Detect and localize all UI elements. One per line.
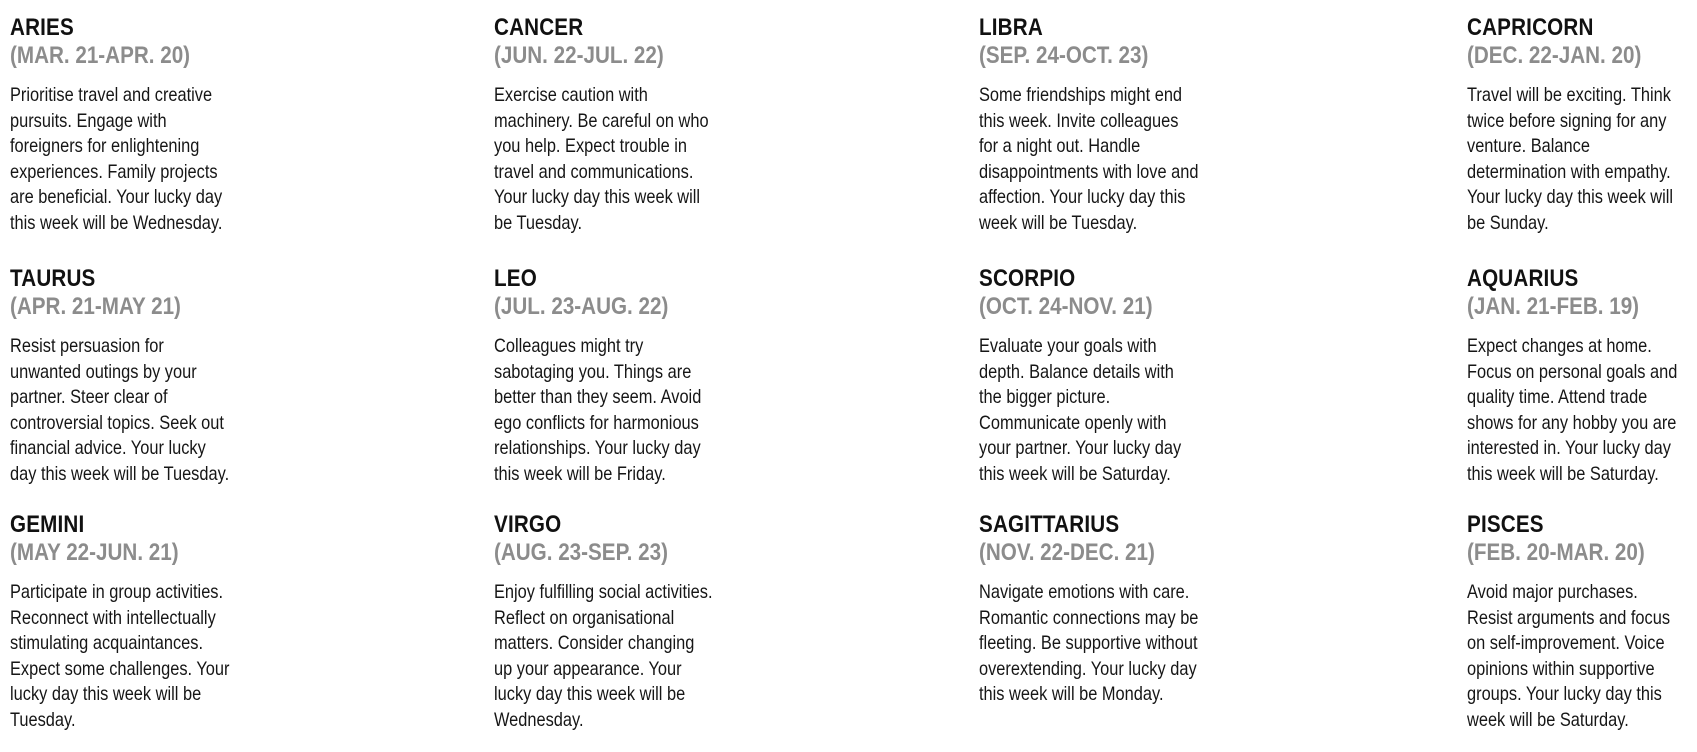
sign-name: VIRGO: [494, 511, 562, 538]
sign-name: TAURUS: [10, 265, 96, 292]
horoscope-entry-pisces: [1467, 511, 1697, 734]
horoscope-entry-capricorn: [1467, 14, 1697, 237]
sign-forecast: Enjoy fulfilling social activities. Reflect on organisational matters. Consider changing up your appearance. Your lucky day this week will be Wednesday.: [494, 581, 713, 731]
sign-name: LEO: [494, 265, 537, 292]
sign-forecast: Expect changes at home. Focus on personal goals and quality time. Attend trade shows for any hobby you are interested in. Your lucky day this week will be Saturday.: [1467, 335, 1678, 485]
horoscope-entry-sagittarius: [979, 511, 1224, 708]
sign-name: CANCER: [494, 14, 584, 41]
sign-name: SAGITTARIUS: [979, 511, 1120, 538]
sign-dates: (MAR. 21-APR. 20): [10, 42, 191, 69]
sign-dates: (JAN. 21-FEB. 19): [1467, 293, 1640, 320]
sign-name: ARIES: [10, 14, 74, 41]
sign-name: GEMINI: [10, 511, 85, 538]
horoscope-entry-aquarius: [1467, 265, 1697, 488]
horoscope-entry-cancer: [494, 14, 739, 237]
sign-dates: (APR. 21-MAY 21): [10, 293, 181, 320]
sign-forecast: Resist persuasion for unwanted outings by your partner. Steer clear of controversial topics. Seek out financial advice. Your lucky day this week will be Tuesday.: [10, 335, 230, 485]
sign-dates: (DEC. 22-JAN. 20): [1467, 42, 1642, 69]
sign-name: AQUARIUS: [1467, 265, 1579, 292]
sign-dates: (JUL. 23-AUG. 22): [494, 293, 669, 320]
sign-forecast: Exercise caution with machinery. Be careful on who you help. Expect trouble in travel and communications. Your lucky day this week will be Tuesday.: [494, 84, 709, 234]
horoscope-entry-leo: [494, 265, 739, 488]
sign-name: PISCES: [1467, 511, 1544, 538]
sign-forecast: Evaluate your goals with depth. Balance details with the bigger picture. Communicate openly with your partner. Your lucky day this week will be Saturday.: [979, 335, 1182, 485]
sign-forecast: Prioritise travel and creative pursuits. Engage with foreigners for enlightening experiences. Family projects are beneficial. Your lucky day this week will be Wednesday.: [10, 84, 223, 234]
sign-dates: (AUG. 23-SEP. 23): [494, 539, 668, 566]
sign-dates: (JUN. 22-JUL. 22): [494, 42, 664, 69]
sign-forecast: Navigate emotions with care. Romantic connections may be fleeting. Be supportive without overextending. Your lucky day this week will be Monday.: [979, 581, 1199, 706]
horoscope-entry-taurus: [10, 265, 255, 488]
horoscope-entry-libra: [979, 14, 1224, 237]
sign-dates: (MAY 22-JUN. 21): [10, 539, 179, 566]
sign-forecast: Travel will be exciting. Think twice before signing for any venture. Balance determination with empathy. Your lucky day this week will be Sunday.: [1467, 84, 1674, 234]
sign-forecast: Some friendships might end this week. Invite colleagues for a night out. Handle disappointments with love and affection. Your lucky day this week will be Tuesday.: [979, 84, 1199, 234]
sign-name: LIBRA: [979, 14, 1043, 41]
sign-dates: (OCT. 24-NOV. 21): [979, 293, 1153, 320]
horoscope-entry-gemini: [10, 511, 255, 734]
sign-forecast: Participate in group activities. Reconnect with intellectually stimulating acquaintances. Expect some challenges. Your lucky day this week will be Tuesday.: [10, 581, 230, 731]
sign-forecast: Avoid major purchases. Resist arguments and focus on self-improvement. Voice opinions within supportive groups. Your lucky day this week will be Saturday.: [1467, 581, 1671, 731]
horoscope-entry-virgo: [494, 511, 739, 734]
sign-name: CAPRICORN: [1467, 14, 1594, 41]
horoscope-entry-aries: [10, 14, 255, 237]
horoscope-entry-scorpio: [979, 265, 1224, 488]
sign-dates: (SEP. 24-OCT. 23): [979, 42, 1149, 69]
sign-dates: (NOV. 22-DEC. 21): [979, 539, 1155, 566]
sign-dates: (FEB. 20-MAR. 20): [1467, 539, 1645, 566]
sign-name: SCORPIO: [979, 265, 1076, 292]
sign-forecast: Colleagues might try sabotaging you. Things are better than they seem. Avoid ego conflicts for harmonious relationships. Your lucky day this week will be Friday.: [494, 335, 702, 485]
